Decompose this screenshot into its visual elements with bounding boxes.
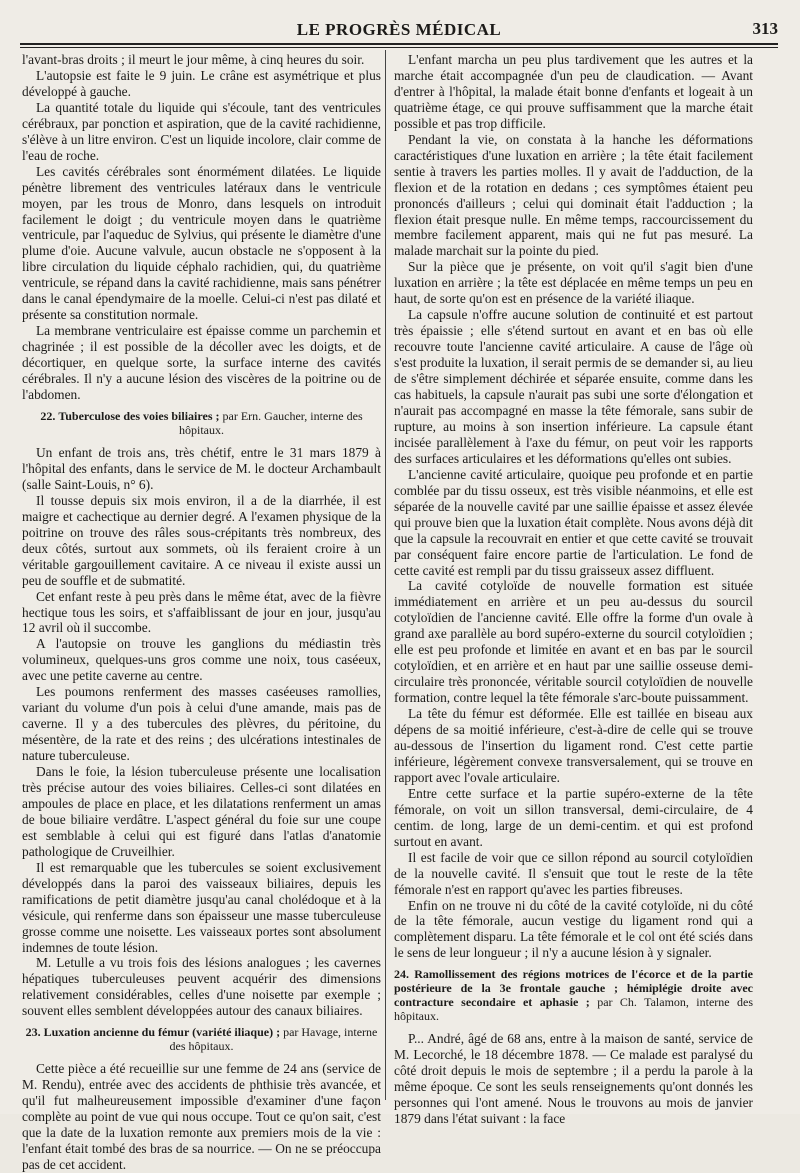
paragraph: L'ancienne cavité articulaire, quoique peu profonde et en partie comblée par du tissu osseux, est très visible néanmoins, et elle est séparée de la nouvelle cavité par une saillie épaisse et assez élevée qui prouve bien que la luxation était complète. Nous avons déjà dit que la capsule la recouvrait en entier et que cette cavité se trouvait par conséquent faire encore partie de l'articulation. Le fond de cette cavité est rempli par du tissu graisseux assez diffluent. [394,466,753,578]
paragraph: Un enfant de trois ans, très chétif, entre le 31 mars 1879 à l'hôpital des enfants, dans le service de M. le docteur Archambault (salle Saint-Louis, n° 6). [22,444,381,492]
paragraph: Il tousse depuis six mois environ, il a de la diarrhée, il est maigre et cachectique au dernier degré. A l'examen physique de la poitrine on trouve des râles sous-crépitants très nombreux, des deux côtés, surtout aux sommets, où ils feraient croire à un véritable gargouillement cavitaire. A ce niveau il existe aussi un peu de souffle et de submatité. [22,492,381,588]
section-22-heading [22,409,381,437]
paragraph: L'autopsie est faite le 9 juin. Le crâne est asymétrique et plus développé à gauche. [22,67,381,99]
header-rule [20,43,778,48]
paragraph: Les poumons renferment des masses caséeuses ramollies, variant du volume d'un pois à celui d'une amande, mais pas de caverne. Il y a des tubercules des plèvres, du péritoine, du mésentère, de la rate et des reins ; des ulcérations intestinales de nature tuberculeuse. [22,684,381,764]
section-number: 23. [25,1025,41,1040]
paragraph: La capsule n'offre aucune solution de continuité et est partout très épaissie ; elle s'étend surtout en avant et en bas où elle recouvre toute l'ancienne cavité articulaire. A cause de l'âge où s'est produite la luxation, il serait permis de se demander si, au lieu de s'être simplement déchirée et séparée ensuite, comme dans les cas habituels, la capsule n'aurait pas subi une sorte d'élongation et n'aurait pas accompagné en masse la tête fémorale, sans subir de rupture, au moins à son insertion inférieure. La capsule étant incisée parallèlement à l'axe du fémur, on peut voir les rapports des surfaces articulaires et les déformations qu'elles ont subies. [394,307,753,466]
running-header [20,18,778,42]
section-author: par Havage, interne des hôpitaux. [169,1025,378,1054]
paragraph: l'avant-bras droits ; il meurt le jour même, à cinq heures du soir. [22,52,365,67]
paragraph: Entre cette surface et la partie supéro-externe de la tête fémorale, on voit un sillon transversal, demi-circulaire, de 4 centim. de long, large de un demi-centim. et qui est profond surtout en avant. [394,785,753,849]
left-column [22,52,381,1172]
paragraph: Cet enfant reste à peu près dans le même état, avec de la fièvre hectique tous les soirs, et s'affaiblissant de jour en jour, jusqu'au 12 avril où il succombe. [22,588,381,636]
paragraph: Sur la pièce que je présente, on voit qu'il s'agit bien d'une luxation en arrière ; la tête est déplacée en même temps un peu en haut, de sorte qu'on est en présence de la variété iliaque. [394,259,753,307]
paragraph: Cette pièce a été recueillie sur une femme de 24 ans (service de M. Rendu), entrée avec des accidents de phthisie très avancée, et qu'il fut malheureusement impossible d'examiner d'une façon complète au point de vue qui nous occupe. Tout ce qu'on sait, c'est que la date de la luxation remonte aux premiers mois de la vie : l'enfant était tombé des bras de sa nourrice. — On ne se préoccupa pas de cet accident. [22,1061,381,1172]
section-number: 24. [394,967,409,982]
paragraph: P... André, âgé de 68 ans, entre à la maison de santé, service de M. Lecorché, le 18 décembre 1878. — Ce malade est paralysé du côté droit depuis le mois de septembre ; il a perdu la parole à la même époque. Ce sont les seuls renseignements qu'ont donnés les personnes qui l'ont amené. Nous le trouvons au mois de janvier 1879 dans l'état suivant : la face [394,1031,753,1127]
section-title: Ramollissement des régions motrices de l'écorce et de la partie postérieure de la 3e frontale gauche ; hémiplégie droite avec contracture secondaire et aphasie ; [394,967,753,1010]
paragraph: La cavité cotyloïde de nouvelle formation est située immédiatement en arrière et un peu au-dessus du sourcil cotyloïdien de l'ancienne cavité. Elle offre la forme d'un ovale à grand axe parallèle au bord supéro-externe du sourcil cotyloïdien ; elle est peu profonde et limitée en avant et en bas par le sourcil cotyloïdien, et en arrière et en haut par une saillie osseuse demi-circulaire très prononcée, véritable sourcil cotyloïdien de nouvelle formation, contre lequel la tête fémorale s'arc-boute puissamment. [394,578,753,706]
paragraph: La tête du fémur est déformée. Elle est taillée en biseau aux dépens de sa moitié inférieure, c'est-à-dire de celle qui se trouve au-dessous de l'insertion du ligament rond. C'est cette partie inférieure, légèrement convexe transversalement, qui se trouve en rapport avec l'ovale articulaire. [394,706,753,785]
right-column [394,52,754,1127]
paragraph: Enfin on ne trouve ni du côté de la cavité cotyloïde, ni du côté de la tête fémorale, aucun vestige du ligament rond qui a complètement disparu. La tête fémorale et le col ont été sciés dans le sens de leur longueur ; il n'y a aucune lésion à y signaler. [394,897,753,961]
section-title: Tuberculose des voies biliaires ; [58,408,220,423]
paragraph: Pendant la vie, on constata à la hanche les déformations caractéristiques d'une luxation en arrière ; la tête était facilement sentie à travers les parties molles. Il y avait de l'adduction, de la flexion et de la rotation en dedans ; ces symptômes étaient peu prononcés d'ailleurs ; celui qui dominait était l'adduction ; la flexion était presque nulle. En même temps, raccourcissement du membre facilement apparent, mais qui ne fut pas mesuré. La malade marchait sur la pointe du pied. [394,131,753,259]
paragraph: Il est facile de voir que ce sillon répond au sourcil cotyloïdien de la nouvelle cavité. Il s'ensuit que tout le reste de la tête fémorale n'est en rapport qu'avec les parties fibreuses. [394,849,753,897]
paragraph: L'enfant marcha un peu plus tardivement que les autres et la marche était accompagnée d'un peu de claudication. — Avant d'entrer à l'hôpital, la malade était bonne d'enfants et logeait à un quatrième étage, ce qui prouve suffisamment que la marche était possible et pas trop difficile. [394,52,753,131]
paragraph: A l'autopsie on trouve les ganglions du médiastin très volumineux, quelques-uns gros comme une noix, tous caséeux, avec une petite caverne au centre. [22,636,381,684]
page-number: 313 [752,19,778,38]
section-title: Luxation ancienne du fémur (variété iliaque) ; [43,1025,281,1040]
section-number: 22. [40,408,56,423]
paragraph: Il est remarquable que les tubercules se soient exclusivement développés dans la paroi des vaisseaux biliaires, depuis les ramifications de petit diamètre jusqu'au canal cholédoque et à la vésicule, qui renferme dans son épaisseur une masse tuberculeuse grosse comme une noisette. Les vaisseaux portes sont absolument indemnes de toute lésion. [22,859,381,955]
column-divider [385,50,386,1100]
section-24-heading [394,967,753,1023]
section-author: par Ch. Talamon, interne des hôpitaux. [394,995,754,1024]
paragraph: Les cavités cérébrales sont énormément dilatées. Le liquide pénètre librement des ventricules latéraux dans le ventricule moyen, par les trous de Monro, dans lesquels on introduit facilement le doigt ; du ventricule moyen dans le quatrième ventricule, par l'aqueduc de Sylvius, qui présente le diamètre d'une plume d'oie. Aucune valvule, aucun obstacle ne s'opposent à la libre circulation du liquide céphalo rachidien, qui, du quatrième ventricule, se répand dans la cavité rachidienne, mais sans pénétrer dans le canal épendymaire de la moelle. Celui-ci n'est pas dilaté et présente sa constitution normale. [22,163,381,323]
paragraph: Dans le foie, la lésion tuberculeuse présente une localisation très précise autour des voies biliaires. Celles-ci sont dilatées en ampoules de place en place, et les dilatations renferment un amas de boue biliaire verdâtre. L'aspect général du foie sur une coupe est semblable à celui qui est figuré dans l'atlas d'anatomie pathologique de Cruveilhier. [22,764,381,859]
section-23-heading [22,1025,381,1053]
section-author: par Ern. Gaucher, interne des hôpitaux. [179,408,363,437]
paragraph: La membrane ventriculaire est épaisse comme un parchemin et chagrinée ; il est possible de la décoller avec les doigts, et de décortiquer, en quelque sorte, la surface interne des cavités cérébrales. Il n'y a aucune lésion des viscères de la poitrine ou de l'abdomen. [22,323,381,403]
journal-title: LE PROGRÈS MÉDICAL [296,20,502,39]
paragraph: La quantité totale du liquide qui s'écoule, tant des ventricules cérébraux, par ponction et aspiration, que de la cavité rachidienne, s'élève à un litre environ. C'est un liquide incolore, clair comme de l'eau de roche. [22,99,381,163]
paragraph: M. Letulle a vu trois fois des lésions analogues ; les cavernes hépatiques tuberculeuses peuvent acquérir des dimensions relativement considérables, celles d'une noisette par exemple ; souvent elles semblent développées autour des canaux biliaires. [22,955,381,1019]
